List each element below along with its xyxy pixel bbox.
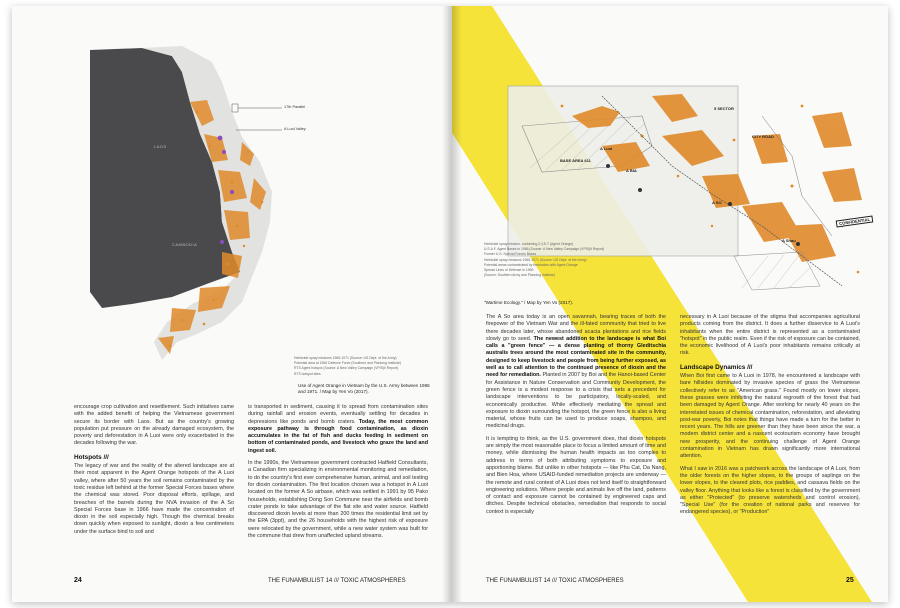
spine-shadow bbox=[442, 6, 462, 602]
section-heading-hotspots: Hotspots /// bbox=[74, 453, 109, 461]
map-label-cambodia: CAMBODIA bbox=[172, 242, 198, 247]
section-heading-landscape-dynamics: Landscape Dynamics /// bbox=[680, 363, 753, 371]
legend-item: Spread Lines of Defense in 1969 bbox=[484, 268, 534, 273]
bold-text-run: The newest addition to the landscape is what Boi calls a "green fence" — a dense planting of thorny Gleditschia australis trees around the most contaminated site in the community, designed to keep livestock and people from being further exposed, as well as to call attention to the continued presence of dioxin and the need for remediation. bbox=[486, 335, 666, 379]
map-label-sector: 5 SECTOR bbox=[714, 106, 734, 111]
bold-text-run: Today, the most common exposure pathway is through food contamination, as dioxin accumulates in the fat of fish and ducks feeding in sediment on bottom of contaminated ponds, and livestock who graze the land and ingest soil. bbox=[248, 418, 428, 454]
paragraph: It is tempting to think, as the U.S. government does, that dioxin hotspots are simply the most reasonable place to focus a limited amount of time and money, while dismissing the human health impacts as too complex to address in terms of both attributing symptoms to exposure and apportioning blame. But unlike in other hotspots — like Phu Cat, Da Nang, and Bien Hoa, where USAID-funded remediation projects are underway — the remote and rural context of A Luoi does not lend itself to straightforward engineering solutions. Where people and animals live off the land, patterns of contact and exposure cannot be contained by engineered caps and ditches. Despite technical obstacles, remediation that responds to social context is especially bbox=[486, 435, 666, 515]
right-map-legend bbox=[484, 242, 654, 278]
map-label-a-shau: A Shau bbox=[782, 238, 796, 243]
map-label-base-area: BASE AREA 611 bbox=[560, 158, 591, 163]
left-column-2 bbox=[248, 404, 428, 545]
map-label-city-road: CITY ROAD bbox=[752, 134, 774, 139]
legend-item: U.S.A.F. Agent Bases in 1966 (Source: A New Valley Campaign (VPIS)II Report) bbox=[484, 247, 605, 252]
paragraph: encourage crop cultivation and resettlement. Such initiatives came with the added benefit of helping the Vietnamese government secure its border with Laos. But as the country's growing population put pressure on the already damaged ecosystem, the poverty and deforestation in A Luoi were only exacerbated in the decades following the war. bbox=[74, 404, 234, 447]
confidential-stamp: CONFIDENTIAL bbox=[836, 215, 874, 227]
right-page bbox=[452, 6, 888, 602]
map-label-a-luoi-valley: A Luoi Valley bbox=[284, 127, 306, 131]
text-run: Planted in 2007 by Boi and the Hanoi-based Center for Assistance in Nature Conservation and Community Development, the green fence is a modest response to a crisis that sets a precedent for landscape interventions to be participatory, locally-scaled, and economically productive. While effectively mediating the spread and exposure to dioxin surrounding the hotspot, the green fence is also a living material, whose fruits can be used to produce soaps, shampoo, and medicinal drugs. bbox=[486, 372, 666, 430]
running-footer-left: THE FUNAMBULIST 14 /// TOXIC ATMOSPHERES bbox=[268, 578, 406, 584]
paragraph: In the 1990s, the Vietnamese government contracted Hatfield Consultants, a Canadian firm specializing in environmental monitoring and remediation, to do the country's first ever comprehensive human, animal, and soil testing for dioxin contamination. The first location chosen was a hotspot in A Luoi located on the former A So airbase, which was settled in 1991 by 95 Pako households, establishing Dong Son Commune near the airfields and bomb crater ponds to take advantage of the flat site and water source. Hatfield discovered dioxin levels at more than 200 times the residential limit set by the EPA (3ppt), and the 26 households with the highest risk of exposure were relocated by the government, while a new water system was built for the commune that drew from unaffected upland streams. bbox=[248, 460, 428, 540]
paragraph: The legacy of war and the reality of the altered landscape are at their most apparent in the Agent Orange hotspots of the A Luoi valley, where after 50 years the soil remains contaminated by the toxic residue left behind at the former Special Forces bases where the chemical was stored. Poor disposal efforts, spillage, and breaches of the barrels during the NVA invasion of the A So Special Forces base in 1966 have made the concentration of dioxin in the soil especially high. Though the chemical breaks down quickly when exposed to sunlight, dioxin a few centimeters under the surface bind to soil and bbox=[74, 463, 234, 535]
a-luoi-valley-map bbox=[502, 76, 882, 316]
legend-item: Potential area at 1965 Defence Force (Southern and Planning Institute) bbox=[294, 361, 401, 366]
right-column-2 bbox=[680, 314, 860, 522]
legend-item: Herbicide spray missions 1965-1971 (Source: US Dept. of the Army) bbox=[484, 257, 587, 262]
map-label-a-bia: A BIA bbox=[626, 168, 637, 173]
paragraph bbox=[248, 404, 428, 455]
map-label-laos: LAOS bbox=[154, 144, 167, 149]
legend-item: RTS Agent hotspot (Source: A New Valley Campaign (VPIS)II Report) bbox=[294, 366, 399, 371]
left-page bbox=[12, 6, 448, 602]
left-column-1 bbox=[74, 404, 234, 541]
legend-item: Herbicide spray missions 1965-1971 (Source: US Dept. of the Army) bbox=[294, 356, 397, 360]
paragraph: What I saw in 2016 was a patchwork across the landscape of A Luoi, from the older forests on the higher slopes, to the groups of saplings on the lower slopes, to the cleared plots, rice paddies, and cassava fields on the valley floor. Anything that looks like a forest is classified by the government as either "Protected" (to preserve watersheds and control erosion), "Special Use" (for the creation of national parks and reserves for endangered species), or "Production" bbox=[680, 465, 860, 516]
page-number-left: 24 bbox=[74, 577, 82, 584]
vietnam-map bbox=[72, 42, 382, 382]
legend-item: (Source: Southern Army and Planning Institute) bbox=[484, 273, 555, 278]
left-map-legend bbox=[294, 356, 424, 377]
right-column-1 bbox=[486, 314, 666, 521]
legend-item: Potential areas contaminated by herbicides with Agent Orange bbox=[484, 262, 578, 267]
paragraph bbox=[486, 314, 666, 431]
text-run: The A So area today is an open savannah, bearing traces of both the firepower of the Vietnam War and the ill-fated community that tried to live there decades later, whose abandoned acacia plantations and rice fields slowly go to seed. bbox=[486, 314, 666, 342]
paragraph: necessary in A Luoi because of the stigma that accompanies agricultural products coming from the district. It does a further disservice to A Luoi's inhabitants when the entire district is represented as a contaminated "hotspot" in the public realm. Even if the risk of exposure can be contained, the economic livelihood of A Luoi's poor inhabitants remains critically at risk. bbox=[680, 314, 860, 357]
map-label-a-luoi: A Luoi bbox=[600, 146, 613, 151]
page-number-right: 25 bbox=[846, 577, 854, 584]
legend-item: Herbicide spray mission, containing 2,4,5-T (Agent Orange) bbox=[484, 242, 574, 246]
paragraph: When Boi first came to A Luoi in 1978, he encountered a landscape with bare hillsides dominated by invasive species of grass the Vietnamese collectively refer to as "American grass." Found mostly on lower slopes, these grasses were inhibiting the natural regrowth of the forest that had been damaged by Agent Orange. After working for nearly 40 years on the interrelated issues of chemical contamination, reforestation, and alleviating post-war poverty, Boi notes that things have made a turn for the better in recent years. The hills are greener than they have been since the war, a modern district center and a nascent ecotourism economy have brought new prosperity, and the continuing challenge of Agent Orange contamination in Vietnam has drawn significantly more international attention. bbox=[680, 373, 860, 460]
map-label-17th-parallel: 17th Parallel bbox=[284, 105, 306, 109]
running-footer-right: THE FUNAMBULIST 14 /// TOXIC ATMOSPHERES bbox=[486, 578, 624, 584]
legend-item: RTS hotspot sites bbox=[294, 371, 321, 376]
left-map-caption: Use of Agent Orange in Vietnam by the U.S. Army between 1965 and 1971. / Map by Yen Vo (2017). bbox=[298, 383, 430, 394]
map-label-a-so: A SO bbox=[712, 200, 722, 205]
legend-item: Former U.S. Special Forces Bases bbox=[484, 252, 537, 257]
text-run: is transported in sediment, causing it to spread from contamination sites during rainfall and erosion events, eventually settling for decades in depressions like ponds and bomb craters. bbox=[248, 404, 428, 425]
right-map-caption: "Wartime Ecology." / Map by Yen Vo (2017). bbox=[484, 300, 574, 305]
magazine-spread bbox=[12, 6, 888, 602]
